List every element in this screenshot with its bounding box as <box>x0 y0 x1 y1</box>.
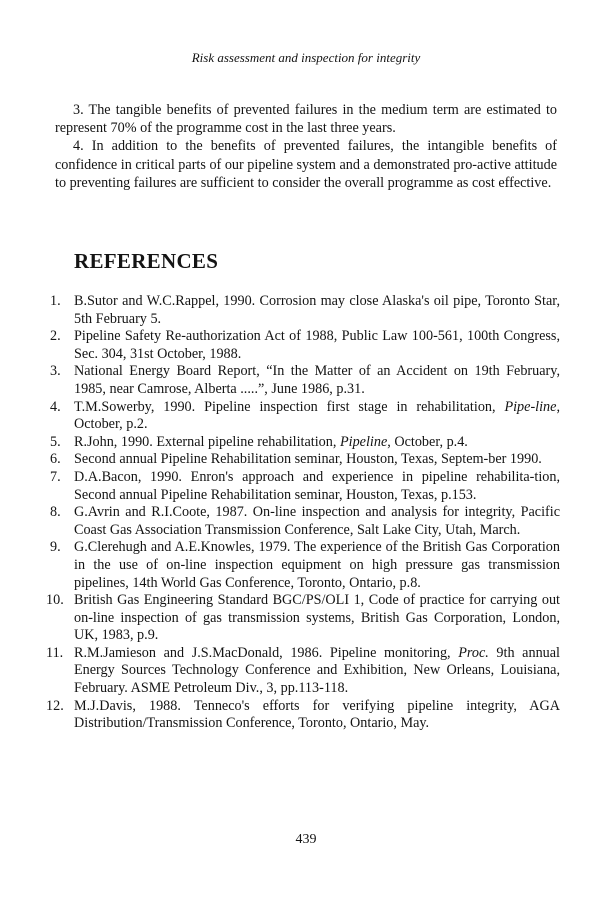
reference-text: G.Avrin and R.I.Coote, 1987. On-line inspection and analysis for integrity, Pacific Coast Gas Association Transmission Conference, Salt Lake City, Utah, March. <box>74 504 560 538</box>
reference-item <box>50 451 560 469</box>
reference-number: 10. <box>46 592 64 609</box>
reference-text: National Energy Board Report, “In the Matter of an Accident on 19th February, 1985, near Camrose, Alberta .....”, June 1986, p.31. <box>74 363 560 397</box>
reference-number: 7. <box>50 468 61 485</box>
reference-text: M.J.Davis, 1988. Tenneco's efforts for verifying pipeline integrity, AGA Distribution/Transmission Conference, Toronto, Ontario, May. <box>74 697 560 732</box>
reference-number: 2. <box>50 328 61 345</box>
reference-text: Second annual Pipeline Rehabilitation seminar, Houston, Texas, Septem-ber 1990. <box>74 451 542 468</box>
reference-text-tail: 9th annual Energy Sources Technology Conference and Exhibition, New Orleans, Louisiana, February. ASME Petroleum Div., 3, pp.113-118. <box>74 644 560 697</box>
reference-text-tail: , October, p.4. <box>387 433 468 450</box>
reference-text: R.John, 1990. External pipeline rehabilitation, <box>74 433 340 450</box>
reference-number: 8. <box>50 504 61 521</box>
reference-text: Pipeline Safety Re-authorization Act of 1988, Public Law 100-561, 100th Congress, Sec. 304, 31st October, 1988. <box>74 328 560 362</box>
reference-number: 11. <box>46 644 64 661</box>
reference-text: B.Sutor and W.C.Rappel, 1990. Corrosion may close Alaska's oil pipe, Toronto Star, 5th February 5. <box>74 293 560 327</box>
reference-list <box>46 293 560 733</box>
reference-text: British Gas Engineering Standard BGC/PS/OLI 1, Code of practice for carrying out on-line inspection of gas transmission systems, British Gas Corporation, London, UK, 1983, p.9. <box>74 592 560 644</box>
reference-item <box>50 504 560 539</box>
conclusions-section <box>55 101 557 192</box>
reference-text: R.M.Jamieson and J.S.MacDonald, 1986. Pipeline monitoring, <box>74 644 459 661</box>
running-header: Risk assessment and inspection for integrity <box>191 50 421 65</box>
reference-text-tail: , October, p.2. <box>74 398 560 433</box>
reference-journal: Pipe-line <box>504 398 557 415</box>
conclusion-paragraph: 4. In addition to the benefits of prevented failures, the intangible benefits of confidence in critical parts of our pipeline system and a demonstrated pro-active attitude to preventing failures are sufficient to consider the overall programme as cost effective. <box>55 138 557 191</box>
reference-item <box>50 434 560 452</box>
reference-number: 6. <box>50 451 61 468</box>
reference-item <box>46 592 560 645</box>
reference-item <box>50 469 560 504</box>
reference-number: 5. <box>50 433 61 450</box>
reference-item <box>46 644 560 698</box>
reference-journal: Proc. <box>458 644 489 661</box>
reference-item <box>46 697 560 733</box>
references-heading: REFERENCES <box>74 249 219 273</box>
reference-item <box>50 328 560 363</box>
reference-text: T.M.Sowerby, 1990. Pipeline inspection first stage in rehabilitation, <box>74 398 505 415</box>
reference-number: 4. <box>50 398 61 415</box>
page-number: 439 <box>295 832 317 847</box>
reference-item <box>50 293 560 328</box>
reference-text: G.Clerehugh and A.E.Knowles, 1979. The experience of the British Gas Corporation in the use of on-line inspection equipment on high pressure gas transmission pipelines, 14th World Gas Conference, Toronto, Ontario, p.8. <box>74 539 560 591</box>
reference-number: 9. <box>50 539 61 556</box>
reference-number: 1. <box>50 293 61 309</box>
reference-number: 12. <box>46 697 64 714</box>
reference-item <box>50 539 560 592</box>
conclusion-paragraph: 3. The tangible benefits of prevented failures in the medium term are estimated to represent 70% of the programme cost in the last three years. <box>55 102 557 137</box>
reference-item <box>50 363 560 398</box>
reference-journal: Pipeline <box>339 433 388 450</box>
reference-number: 3. <box>50 363 61 380</box>
reference-text: D.A.Bacon, 1990. Enron's approach and experience in pipeline rehabilita-tion, Second annual Pipeline Rehabilitation seminar, Houston, Texas, p.153. <box>74 468 560 503</box>
reference-item <box>50 399 560 434</box>
